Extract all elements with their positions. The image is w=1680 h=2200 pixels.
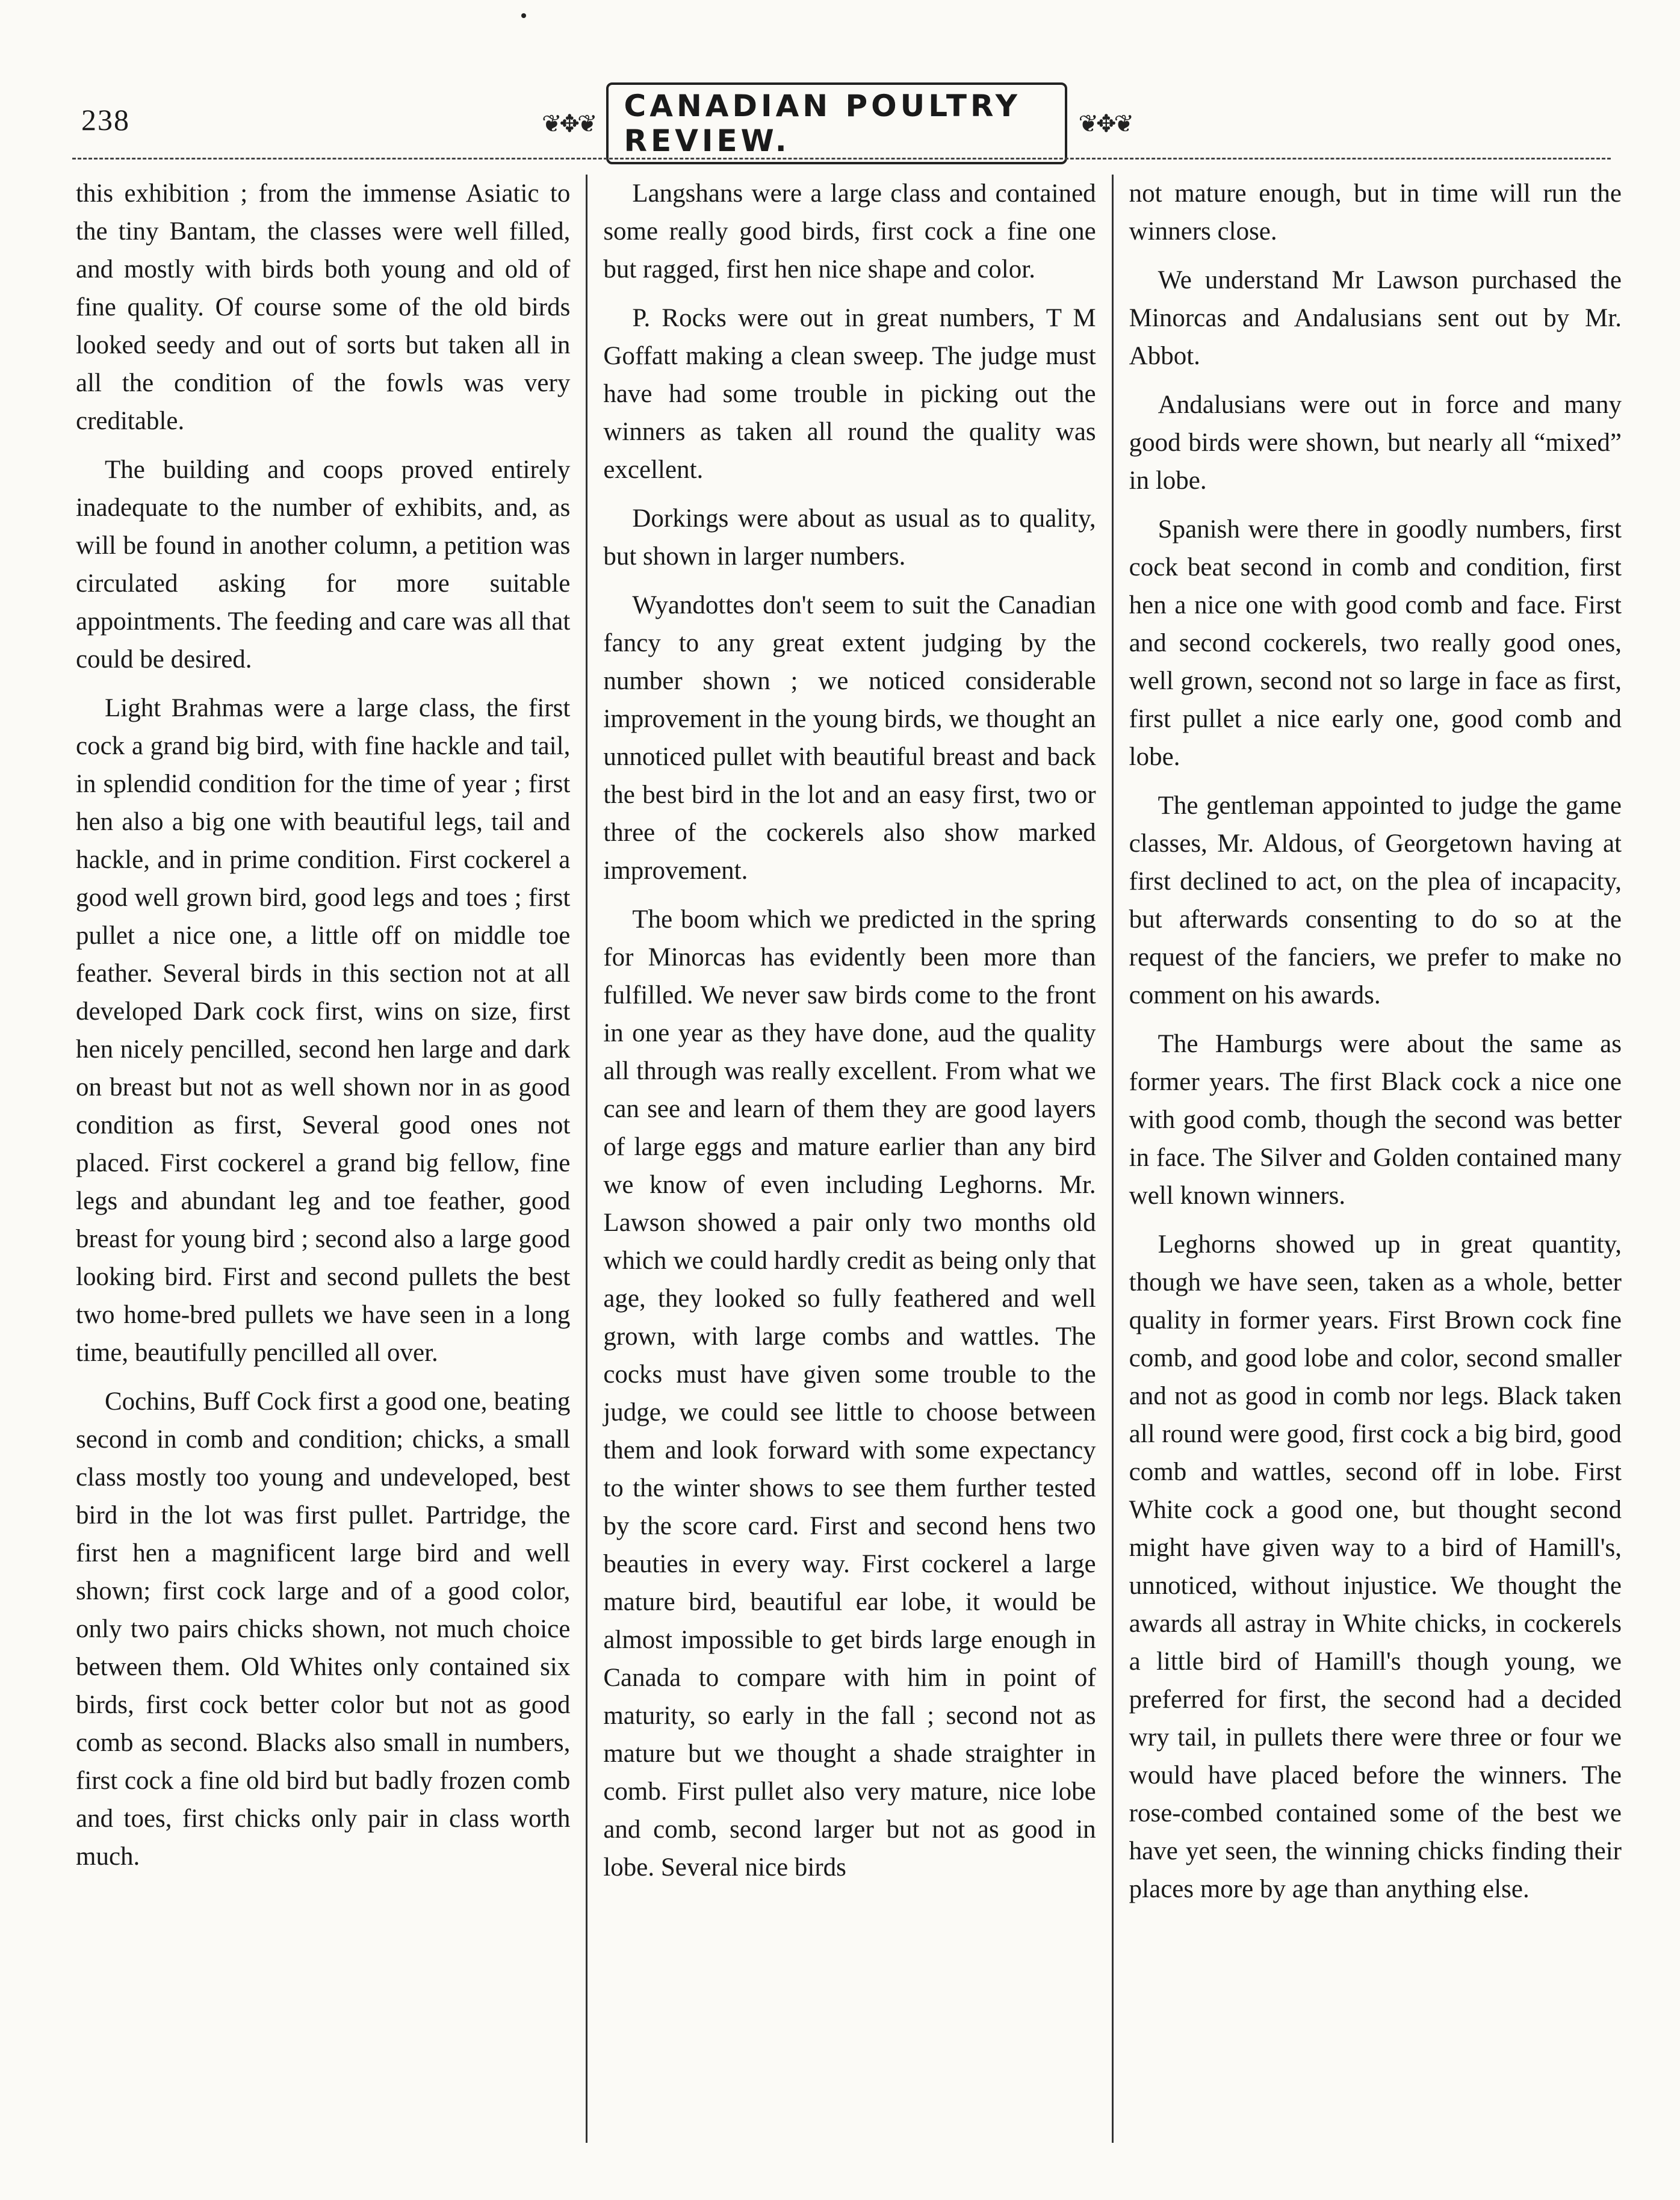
- paragraph: The building and coops proved entirely inadequate to the number of exhibits, and, as will be found in another column, a petition was circulated asking for more suitable appointments. The feeding and care was all that could be desired.: [76, 456, 571, 674]
- paragraph: Langshans were a large class and contained some really good birds, first cock a fine one but ragged, first hen nice shape and color.: [603, 179, 1096, 284]
- masthead-title: CANADIAN POULTRY REVIEW.: [606, 82, 1068, 164]
- column-2: [586, 175, 1111, 2143]
- paragraph: Dorkings were about as usual as to quality, but shown in larger numbers.: [603, 504, 1096, 571]
- paragraph: The gentleman appointed to judge the game classes, Mr. Aldous, of Georgetown having at first declined to act, on the plea of incapacity, but afterwards consenting to do so at the request of the fanciers, we prefer to make no comment on his awards.: [1129, 792, 1622, 1009]
- column-3: [1112, 175, 1637, 2143]
- left-ornament-icon: ❦✥❦: [542, 110, 595, 137]
- ink-speck: [521, 13, 526, 18]
- page-number: 238: [81, 103, 130, 137]
- column-1: [60, 175, 586, 2143]
- paragraph: Wyandottes don't seem to suit the Canadian fancy to any great extent judging by the number shown ; we noticed considerable improvement in the young birds, we thought an unnoticed pullet with beautiful breast and back the best bird in the lot and an easy first, two or three of the cockerels also show marked improvement.: [603, 591, 1096, 885]
- paragraph: this exhibition ; from the immense Asiatic to the tiny Bantam, the classes were well filled, and mostly with birds both young and old of fine quality. Of course some of the old birds looked seedy and out of sorts but taken all in all the condition of the fowls was very creditable.: [76, 179, 571, 435]
- paragraph: Cochins, Buff Cock first a good one, beating second in comb and condition; chicks, a small class mostly too young and undeveloped, best bird in the lot was first pullet. Partridge, the first hen a magnificent large bird and well shown; first cock large and of a good color, only two pairs chicks shown, not much choice between them. Old Whites only contained six birds, first cock better color but not as good comb as second. Blacks also small in numbers, first cock a fine old bird but badly frozen comb and toes, first chicks only pair in class worth much.: [76, 1387, 571, 1871]
- paragraph: The boom which we predicted in the spring for Minorcas has evidently been more than fulfilled. We never saw birds come to the front in one year as they have done, aud the quality all through was really excellent. From what we can see and learn of them they are good layers of large eggs and mature earlier than any bird we know of even including Leghorns. Mr. Lawson showed a pair only two months old which we could hardly credit as being only that age, they looked so fully feathered and well grown, with large combs and wattles. The cocks must have given some trouble to the judge, we could see little to choose between them and look forward with some expectancy to the winter shows to see them further tested by the score card. First and second hens two beauties in every way. First cockerel a large mature bird, beautiful ear lobe, it would be almost impossible to get birds large enough in Canada to compare with him in point of maturity, so early in the fall ; second not as mature but we thought a shade straighter in comb. First pullet also very mature, nice lobe and comb, second larger but not as good in lobe. Several nice birds: [603, 905, 1096, 1882]
- paragraph: Leghorns showed up in great quantity, though we have seen, taken as a whole, better quality in former years. First Brown cock fine comb, and good lobe and color, second smaller and not as good in comb nor legs. Black taken all round were good, first cock a big bird, good comb and wattles, second off in lobe. First White cock a good one, but thought second might have given way to a bird of Hamill's, unnoticed, without injustice. We thought the awards all astray in White chicks, in cockerels a little bird of Hamill's though young, we preferred for first, the second had a decided wry tail, in pullets there were three or four we would have placed before the winners. The rose-combed contained some of the best we have yet seen, the winning chicks finding their places more by age than anything else.: [1129, 1230, 1622, 1903]
- paragraph: P. Rocks were out in great numbers, T M Goffatt making a clean sweep. The judge must have had some trouble in picking out the winners as taken all round the quality was excellent.: [603, 304, 1096, 484]
- header-rule: [72, 158, 1611, 160]
- article-columns: [60, 175, 1637, 2143]
- right-ornament-icon: ❦✥❦: [1078, 110, 1132, 137]
- paragraph: We understand Mr Lawson purchased the Minorcas and Andalusians sent out by Mr. Abbot.: [1129, 266, 1622, 370]
- paragraph: Andalusians were out in force and many good birds were shown, but nearly all “mixed” in lobe.: [1129, 391, 1622, 495]
- masthead: [542, 88, 1132, 158]
- paragraph: The Hamburgs were about the same as former years. The first Black cock a nice one with good comb, though the second was better in face. The Silver and Golden contained many well known winners.: [1129, 1030, 1622, 1210]
- paragraph: Light Brahmas were a large class, the first cock a grand big bird, with fine hackle and tail, in splendid condition for the time of year ; first hen also a big one with beautiful legs, tail and hackle, and in prime condition. First cockerel a good well grown bird, good legs and toes ; first pullet a nice one, a little off on middle toe feather. Several birds in this section not at all developed Dark cock first, wins on size, first hen nicely pencilled, second hen large and dark on breast but not as well shown nor in as good condition as first, Several good ones not placed. First cockerel a grand big fellow, fine legs and abundant leg and toe feather, good breast for young bird ; second also a large good looking bird. First and second pullets the best two home-bred pullets we have seen in a long time, beautifully pencilled all over.: [76, 694, 571, 1367]
- paragraph: not mature enough, but in time will run the winners close.: [1129, 179, 1622, 246]
- paragraph: Spanish were there in goodly numbers, first cock beat second in comb and condition, first hen a nice one with good comb and face. First and second cockerels, two really good ones, well grown, second not so large in face as first, first pullet a nice early one, good comb and lobe.: [1129, 515, 1622, 771]
